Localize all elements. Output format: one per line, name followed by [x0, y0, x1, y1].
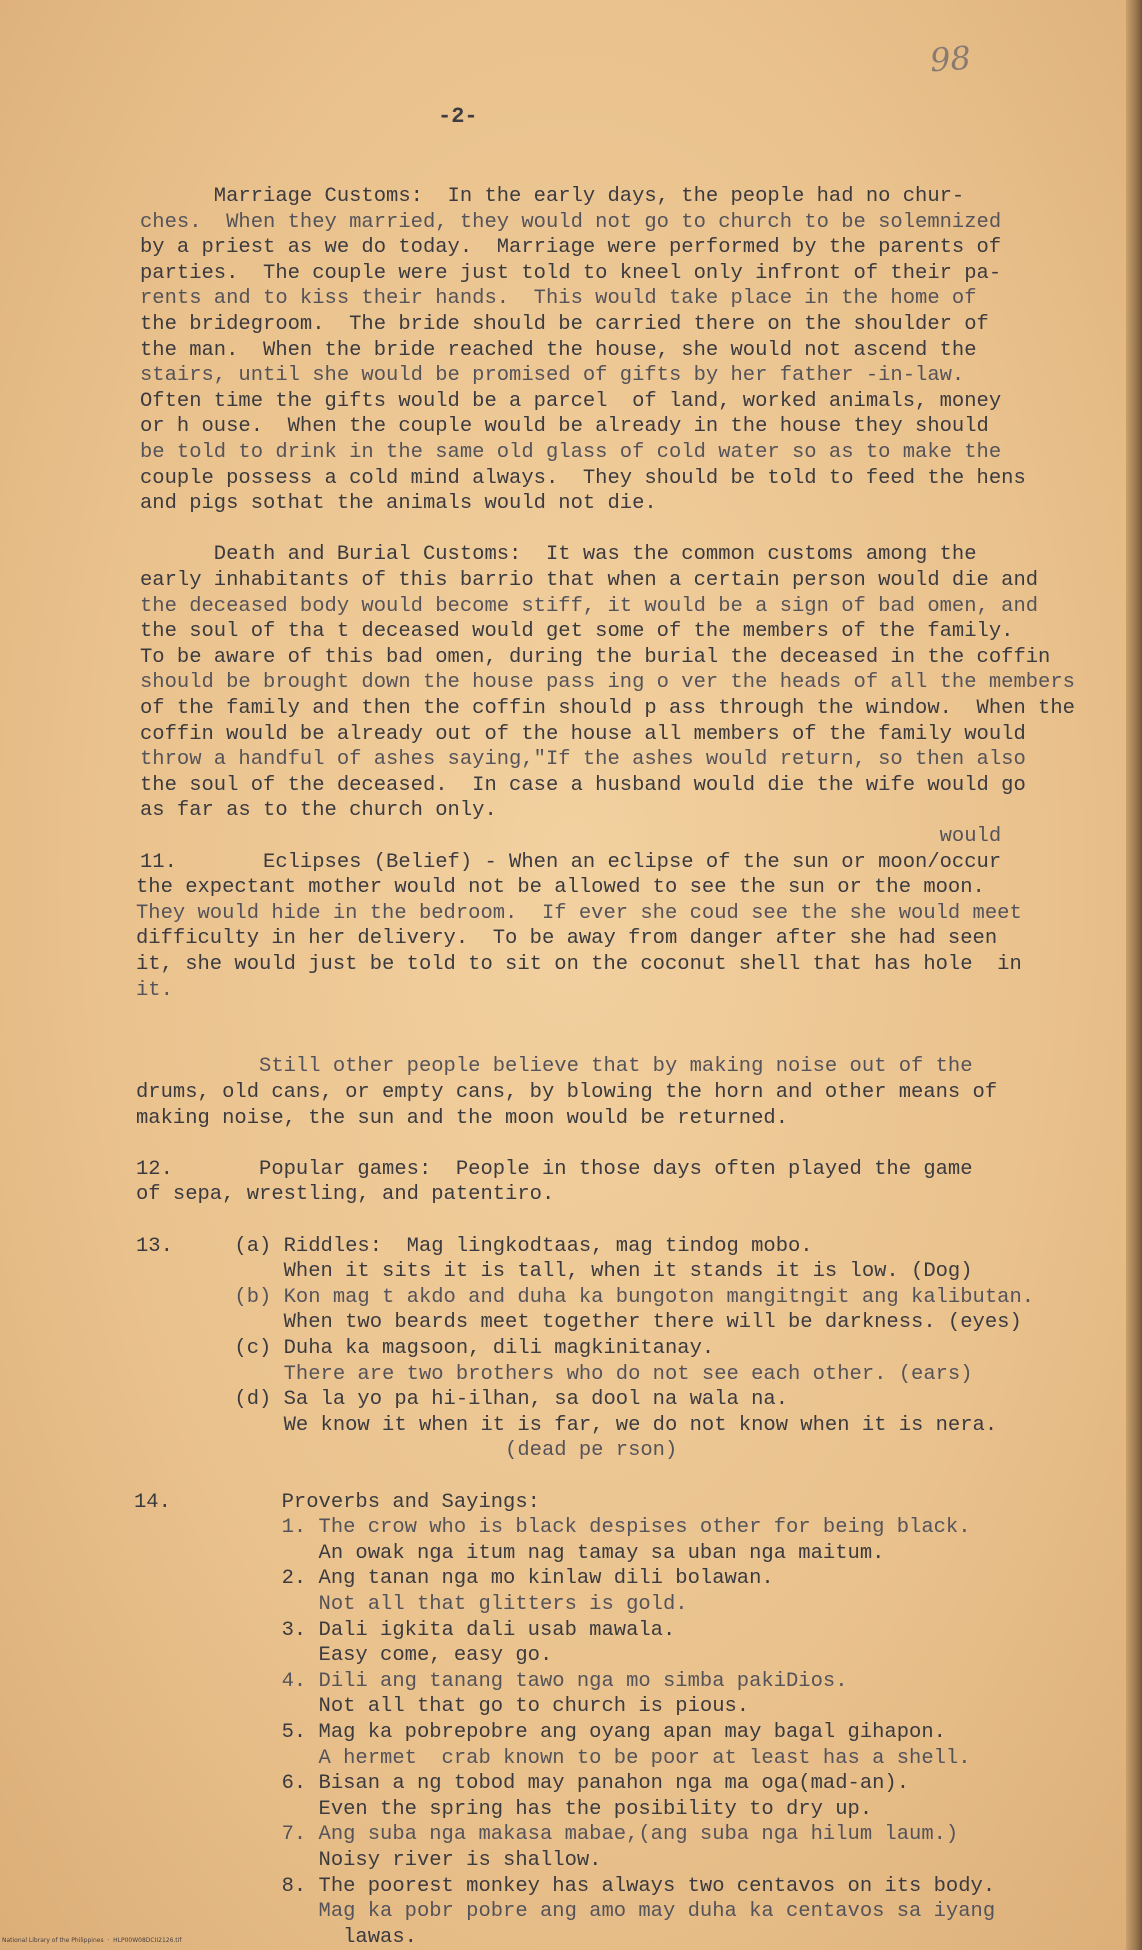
text-line: should be brought down the house pass ing o ver the heads of all the members — [140, 671, 1075, 695]
text-line: Easy come, easy go. — [134, 1644, 553, 1668]
text-line: Mag ka pobr pobre ang amo may duha ka centavos sa iyang — [134, 1900, 996, 1924]
text-line: (dead pe rson) — [136, 1439, 678, 1463]
archive-footer: National Library of the Philippines · HLP00W08DCII2126.tif — [2, 1937, 182, 1944]
text-line: Noisy river is shallow. — [134, 1849, 602, 1872]
text-line: 3. Dali igkita dali usab mawala. — [134, 1618, 676, 1642]
text-line: We know it when it is far, we do not know when it is nera. — [136, 1413, 998, 1437]
text-line: it. — [136, 978, 173, 1002]
text-line: the deceased body would become stiff, it would be a sign of bad omen, and — [140, 594, 1039, 618]
text-line: 8. The poorest monkey has always two centavos on its body. — [134, 1874, 996, 1898]
text-line: 12. Popular games: People in those days often played the game — [136, 1157, 973, 1181]
text-line: and pigs sothat the animals would not die. — [140, 492, 657, 516]
text-line: Even the spring has the posibility to dry up. — [134, 1797, 873, 1821]
text-line: or h ouse. When the couple would be already in the house they should — [140, 415, 989, 439]
text-line: early inhabitants of this barrio that when a certain person would die and — [140, 569, 1039, 592]
text-line: Death and Burial Customs: It was the common customs among the — [140, 543, 977, 567]
text-line: Still other people believe that by making noise out of the — [136, 1055, 973, 1079]
text-line: When two beards meet together there will be darkness. (eyes) — [136, 1311, 1022, 1335]
text-line: (b) Kon mag t akdo and duha ka bungoton mangitngit ang kalibutan. — [136, 1285, 1035, 1309]
text-line: 4. Dili ang tanang tawo nga mo simba pakiDios. — [134, 1669, 848, 1693]
text-line: difficulty in her delivery. To be away from danger after she had seen — [136, 927, 998, 951]
text-line: 6. Bisan a ng tobod may panahon nga ma oga(mad-an). — [134, 1772, 910, 1796]
text-line: (c) Duha ka magsoon, dili magkinitanay. — [136, 1337, 715, 1360]
text-line: 13. (a) Riddles: Mag lingkodtaas, mag tindog mobo. — [136, 1234, 813, 1258]
text-line: it, she would just be told to sit on the coconut shell that has hole in — [136, 953, 1022, 976]
text-line: as far as to the church only. — [140, 799, 497, 823]
text-line: would — [140, 825, 1002, 848]
text-line: by a priest as we do today. Marriage were performed by the parents of — [140, 236, 1002, 260]
text-line: the bridegroom. The bride should be carried there on the shoulder of — [140, 313, 989, 336]
text-line: of sepa, wrestling, and patentiro. — [136, 1183, 555, 1207]
text-line: the soul of tha t deceased would get some of the members of the family. — [140, 620, 1014, 644]
text-line: A hermet crab known to be poor at least has a shell. — [134, 1746, 971, 1770]
text-line: 5. Mag ka pobrepobre ang oyang apan may bagal gihapon. — [134, 1721, 946, 1744]
text-line: Marriage Customs: In the early days, the people had no chur- — [140, 185, 965, 208]
text-line: Not all that glitters is gold. — [134, 1593, 688, 1616]
text-line: ches. When they married, they would not go to church to be solemnized — [140, 210, 1002, 234]
text-line: coffin would be already out of the house all members of the family would — [140, 722, 1026, 746]
text-line: lawas. — [134, 1925, 417, 1949]
text-line: be told to drink in the same old glass of cold water so as to make the — [140, 441, 1002, 464]
text-line: stairs, until she would be promised of gifts by her father -in-law. — [140, 364, 965, 388]
text-line: An owak nga itum nag tamay sa uban nga maitum. — [134, 1541, 885, 1565]
page-number: -2- — [438, 104, 478, 129]
text-line: drums, old cans, or empty cans, by blowing the horn and other means of — [136, 1081, 998, 1104]
binding-edge — [1126, 0, 1142, 1950]
text-line: 14. Proverbs and Sayings: — [134, 1490, 540, 1514]
text-line: parties. The couple were just told to kneel only infront of their pa- — [140, 261, 1002, 285]
text-line: (d) Sa la yo pa hi-ilhan, sa dool na wala na. — [136, 1388, 789, 1412]
text-line: 11. Eclipses (Belief) - When an eclipse of the sun or moon/occur — [140, 850, 1002, 874]
text-line: There are two brothers who do not see each other. (ears) — [136, 1362, 973, 1386]
text-line: 1. The crow who is black despises other for being black. — [134, 1516, 971, 1540]
text-line: 2. Ang tanan nga mo kinlaw dili bolawan. — [134, 1567, 774, 1591]
text-line: throw a handful of ashes saying,"If the ashes would return, so then also — [140, 748, 1026, 772]
text-line: couple possess a cold mind always. They should be told to feed the hens — [140, 466, 1026, 490]
text-line: To be aware of this bad omen, during the burial the deceased in the coffin — [140, 645, 1051, 669]
text-line: of the family and then the coffin should p ass through the window. When the — [140, 697, 1075, 720]
text-line: When it sits it is tall, when it stands it is low. (Dog) — [136, 1260, 973, 1284]
text-line: rents and to kiss their hands. This would take place in the home of — [140, 287, 977, 311]
folio-number: 98 — [928, 38, 972, 80]
text-line: the man. When the bride reached the house, she would not ascend the — [140, 338, 977, 362]
text-line: Not all that go to church is pious. — [134, 1695, 750, 1719]
text-line: making noise, the sun and the moon would be returned. — [136, 1106, 789, 1130]
text-line: They would hide in the bedroom. If ever she coud see the she would meet — [136, 901, 1022, 925]
text-line: Often time the gifts would be a parcel of land, worked animals, money — [140, 389, 1002, 413]
text-line: the expectant mother would not be allowed to see the sun or the moon. — [136, 876, 985, 900]
text-line: 7. Ang suba nga makasa mabae,(ang suba nga hilum laum.) — [134, 1823, 959, 1847]
text-line: the soul of the deceased. In case a husband would die the wife would go — [140, 773, 1026, 797]
